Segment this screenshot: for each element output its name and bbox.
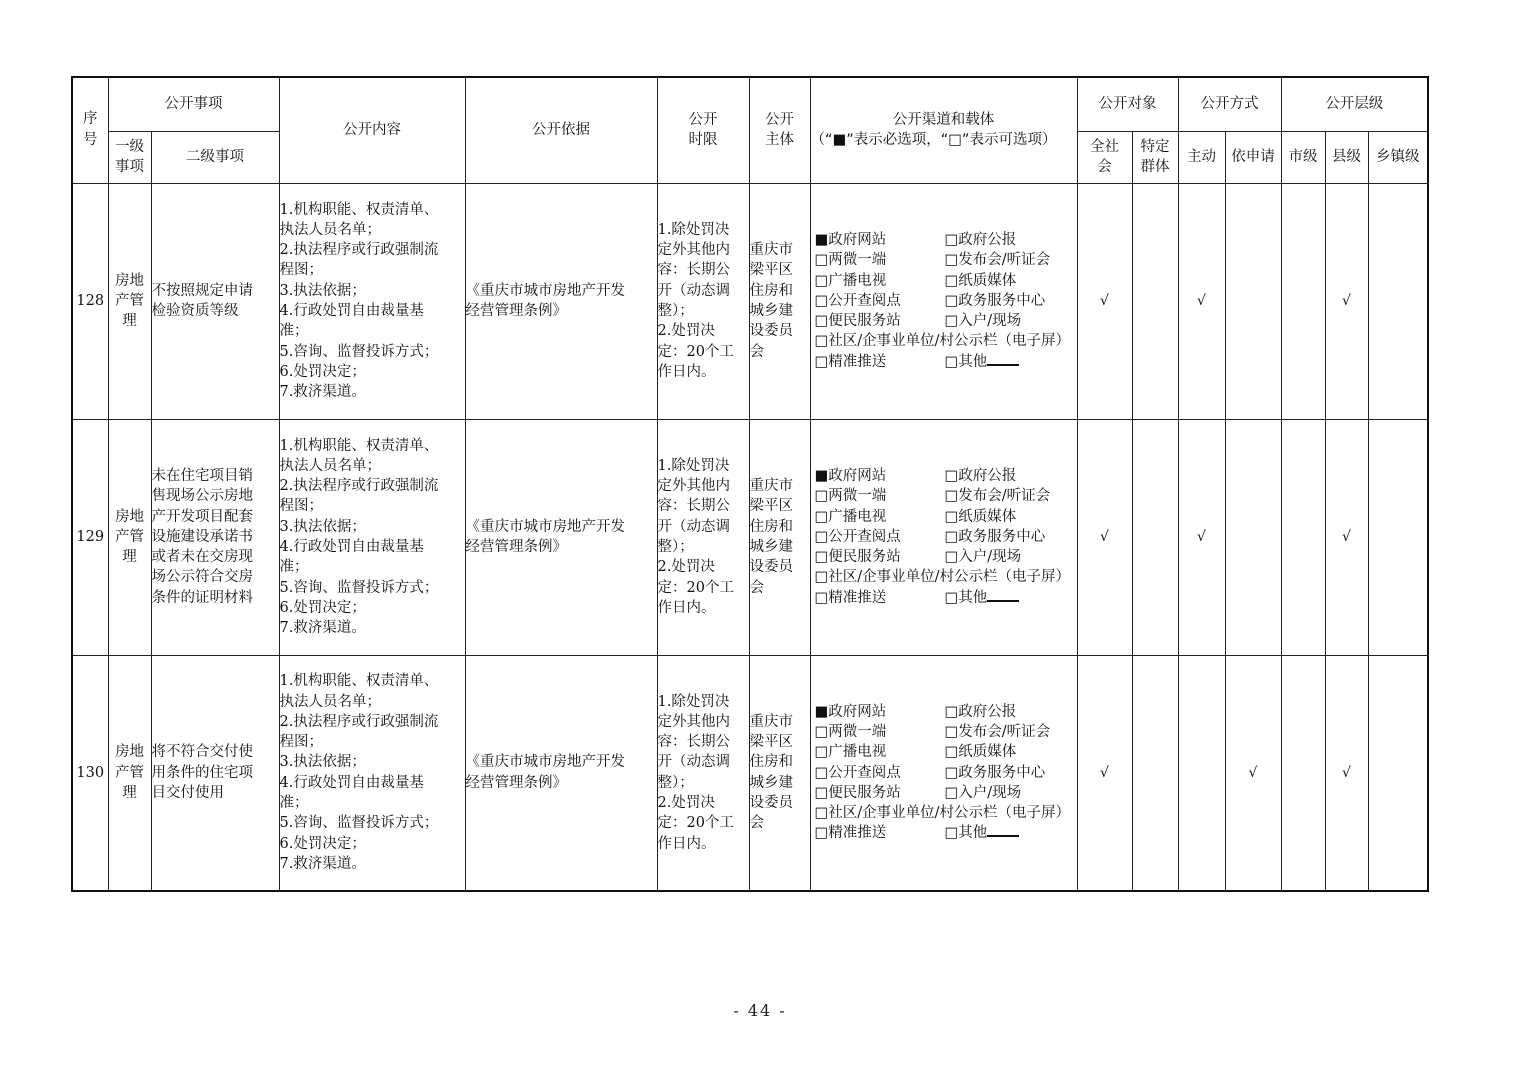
row-content-line: 准； <box>279 559 309 576</box>
row-time-limit-line: 1.除处罚决 <box>657 457 730 474</box>
channel-list <box>811 230 1077 372</box>
row-content-line: 程图； <box>279 262 323 279</box>
row-subject <box>749 419 810 655</box>
row-content-line: 5.咨询、监督投诉方式； <box>279 579 439 596</box>
row-level2 <box>151 419 279 655</box>
table-row <box>72 419 1428 655</box>
check-mark: √ <box>1342 528 1351 545</box>
row-time-limit-line: 作日内。 <box>657 599 716 616</box>
row-basis-line: 经营管理条例》 <box>465 774 567 791</box>
row-time-limit-line: 容：长期公 <box>657 734 730 751</box>
channel-option: □便民服务站 <box>814 313 901 330</box>
channel-row <box>815 823 1077 843</box>
row-level1 <box>108 183 151 419</box>
row-time-limit-line: 容：长期公 <box>657 498 730 515</box>
row-level1-line: 理 <box>122 784 137 801</box>
blank-underline <box>987 352 1019 366</box>
row-content-line: 1.机构职能、权责清单、 <box>279 201 439 218</box>
channel-option: □精准推送 <box>814 825 887 842</box>
channel-row <box>815 783 1077 803</box>
row-time-limit-line: 开（动态调 <box>657 754 730 771</box>
cell-level-town <box>1368 183 1428 419</box>
row-subject-line: 设委员 <box>749 559 793 576</box>
row-channels <box>810 183 1077 419</box>
cell-level-city <box>1281 183 1325 419</box>
row-time-limit-line: 作日内。 <box>657 835 716 852</box>
check-mark: √ <box>1248 764 1258 781</box>
row-time-limit <box>657 183 749 419</box>
table-row <box>72 183 1428 419</box>
row-content <box>279 655 465 891</box>
row-content-line: 5.咨询、监督投诉方式； <box>279 815 439 832</box>
channel-option: □精准推送 <box>814 589 887 606</box>
header-level-county: 县级 <box>1325 131 1368 183</box>
channel-option: □两微一端 <box>814 252 887 269</box>
row-content-line: 6.处罚决定； <box>279 363 366 380</box>
header-time-limit: 公开时限 <box>657 77 749 183</box>
row-basis <box>465 183 657 419</box>
row-content-line: 7.救济渠道。 <box>279 855 366 872</box>
row-content-line: 3.执法依据； <box>279 754 366 771</box>
channel-option: □政务服务中心 <box>944 764 1046 781</box>
channel-row <box>815 230 1077 250</box>
row-subject-line: 重庆市 <box>749 478 793 495</box>
row-basis-line: 《重庆市城市房地产开发 <box>465 518 625 535</box>
channel-option: □社区/企事业单位/村公示栏（电子屏） <box>814 805 1070 822</box>
row-subject-line: 梁平区 <box>749 734 793 751</box>
row-basis-line: 《重庆市城市房地产开发 <box>465 282 625 299</box>
row-subject-line: 城乡建 <box>749 774 793 791</box>
channel-row <box>815 567 1077 587</box>
row-level2-line: 将不符合交付使 <box>151 744 253 761</box>
channel-option: □入户/现场 <box>944 549 1022 566</box>
cell-level-county <box>1325 183 1368 419</box>
row-subject-line: 设委员 <box>749 323 793 340</box>
header-channel-title: 公开渠道和载体 <box>892 112 995 129</box>
row-level2-line: 设施建设承诺书 <box>151 528 253 545</box>
row-content-line: 执法人员名单； <box>279 457 381 474</box>
row-content-line: 1.机构职能、权责清单、 <box>279 437 439 454</box>
row-level2-line: 检验资质等级 <box>151 303 239 319</box>
row-content-line: 准； <box>279 323 309 340</box>
row-content-line: 准； <box>279 795 309 812</box>
channel-row <box>815 250 1077 270</box>
channel-row <box>815 722 1077 742</box>
row-level1-line: 房地 <box>115 744 144 761</box>
row-content-line: 1.机构职能、权责清单、 <box>279 673 439 690</box>
row-channels <box>810 419 1077 655</box>
channel-option: □广播电视 <box>814 744 887 761</box>
check-mark: √ <box>1100 528 1109 545</box>
row-level2-line: 场公示符合交房 <box>151 569 253 586</box>
header-seq: 序号 <box>72 77 108 183</box>
channel-option: □发布会/听证会 <box>944 488 1051 505</box>
row-subject-line: 住房和 <box>749 282 793 299</box>
row-basis-line: 经营管理条例》 <box>465 303 567 319</box>
row-subject-line: 设委员 <box>749 795 793 812</box>
channel-option: □纸质媒体 <box>944 272 1017 289</box>
channel-option: □政务服务中心 <box>944 292 1046 309</box>
channel-option: □发布会/听证会 <box>944 252 1051 269</box>
channel-row <box>815 311 1077 331</box>
row-time-limit-line: 整）； <box>657 303 694 319</box>
row-time-limit-line: 整）； <box>657 539 694 555</box>
blank-underline <box>987 823 1019 837</box>
header-level-town: 乡镇级 <box>1368 131 1428 183</box>
channel-option: □便民服务站 <box>814 784 901 801</box>
row-content-line: 2.执法程序或行政强制流 <box>279 242 439 259</box>
channel-option: □两微一端 <box>814 724 887 740</box>
row-level2-line: 未在住宅项目销 <box>151 467 253 484</box>
row-level1-line: 产管 <box>115 292 144 309</box>
row-content <box>279 183 465 419</box>
row-subject-line: 会 <box>749 815 764 832</box>
channel-row <box>815 331 1077 351</box>
cell-level-town <box>1368 655 1428 891</box>
channel-row <box>815 271 1077 291</box>
channel-option: □政府公报 <box>944 231 1017 248</box>
channel-option: ■政府网站 <box>814 467 887 484</box>
row-time-limit-line: 作日内。 <box>657 363 716 380</box>
row-basis-line: 《重庆市城市房地产开发 <box>465 754 625 771</box>
row-level1-line: 房地 <box>115 508 144 525</box>
row-level2-line: 用条件的住宅项 <box>151 764 253 781</box>
row-seq: 129 <box>72 419 108 655</box>
row-subject <box>749 183 810 419</box>
cell-level-city <box>1281 419 1325 655</box>
channel-option: □政府公报 <box>944 467 1017 484</box>
header-target-all: 全社会 <box>1077 131 1132 183</box>
row-subject-line: 会 <box>749 343 764 360</box>
row-time-limit <box>657 419 749 655</box>
row-content-line: 3.执法依据； <box>279 282 366 299</box>
row-time-limit-line: 开（动态调 <box>657 518 730 535</box>
channel-option: □广播电视 <box>814 272 887 289</box>
row-time-limit-line: 1.除处罚决 <box>657 221 730 238</box>
header-mode: 公开方式 <box>1178 77 1281 131</box>
channel-option: □社区/企事业单位/村公示栏（电子屏） <box>814 333 1070 350</box>
row-level1-line: 理 <box>122 313 137 330</box>
header-level: 公开层级 <box>1281 77 1428 131</box>
header-channel <box>810 77 1077 183</box>
channel-option: □公开查阅点 <box>814 292 901 309</box>
row-subject-line: 重庆市 <box>749 713 793 730</box>
channel-option: □政府公报 <box>944 703 1017 720</box>
row-content-line: 2.执法程序或行政强制流 <box>279 713 439 730</box>
channel-row <box>815 742 1077 762</box>
channel-option: □便民服务站 <box>814 549 901 566</box>
check-mark: √ <box>1342 292 1351 309</box>
cell-level-town <box>1368 419 1428 655</box>
page-number: - 44 - <box>733 1001 787 1020</box>
row-time-limit-line: 整）； <box>657 774 694 791</box>
row-time-limit-line: 定：20个工 <box>657 815 734 832</box>
header-basis: 公开依据 <box>465 77 657 183</box>
row-subject-line: 城乡建 <box>749 539 793 555</box>
row-level2-line: 或者未在交房现 <box>151 549 253 566</box>
row-subject-line: 重庆市 <box>749 242 793 259</box>
header-target-specific: 特定群体 <box>1132 131 1178 183</box>
channel-option: □广播电视 <box>814 508 887 525</box>
header-subject: 公开主体 <box>749 77 810 183</box>
row-level2-line: 条件的证明材料 <box>151 589 253 606</box>
row-level2 <box>151 655 279 891</box>
row-time-limit-line: 定外其他内 <box>657 713 730 730</box>
cell-target-specific <box>1132 655 1178 891</box>
header-item: 公开事项 <box>108 77 279 131</box>
channel-list <box>811 466 1077 608</box>
channel-row <box>815 763 1077 783</box>
row-time-limit-line: 2.处罚决 <box>657 559 715 576</box>
header-level1: 一级事项 <box>108 131 151 183</box>
row-content-line: 6.处罚决定； <box>279 835 366 852</box>
channel-option: □其他 <box>944 825 988 842</box>
row-time-limit <box>657 655 749 891</box>
row-content <box>279 419 465 655</box>
row-level2-line: 产开发项目配套 <box>151 508 253 525</box>
cell-level-county <box>1325 655 1368 891</box>
row-basis <box>465 419 657 655</box>
channel-option: □政务服务中心 <box>944 528 1046 545</box>
row-content-line: 执法人员名单； <box>279 221 381 238</box>
cell-mode-apply <box>1225 183 1281 419</box>
channel-option: ■政府网站 <box>814 703 887 720</box>
channel-row <box>815 352 1077 372</box>
row-seq: 130 <box>72 655 108 891</box>
channel-option: □公开查阅点 <box>814 528 901 545</box>
row-level2-line: 不按照规定申请 <box>151 282 253 299</box>
channel-row <box>815 291 1077 311</box>
row-content-line: 4.行政处罚自由裁量基 <box>279 774 424 791</box>
disclosure-table <box>71 76 1429 892</box>
row-content-line: 7.救济渠道。 <box>279 384 366 401</box>
row-level2 <box>151 183 279 419</box>
channel-option: ■政府网站 <box>814 231 887 248</box>
row-level1 <box>108 655 151 891</box>
row-time-limit-line: 开（动态调 <box>657 282 730 299</box>
cell-mode-active <box>1178 183 1225 419</box>
row-subject-line: 会 <box>749 579 764 596</box>
channel-option: □发布会/听证会 <box>944 724 1051 740</box>
channel-option: □其他 <box>944 353 988 370</box>
row-level1 <box>108 419 151 655</box>
row-time-limit-line: 定外其他内 <box>657 242 730 259</box>
header-level-city: 市级 <box>1281 131 1325 183</box>
row-content-line: 4.行政处罚自由裁量基 <box>279 303 424 319</box>
row-level1-line: 产管 <box>115 764 144 781</box>
row-content-line: 4.行政处罚自由裁量基 <box>279 539 424 555</box>
row-content-line: 2.执法程序或行政强制流 <box>279 478 439 495</box>
row-subject <box>749 655 810 891</box>
row-channels <box>810 655 1077 891</box>
row-time-limit-line: 定外其他内 <box>657 478 730 495</box>
cell-target-all <box>1077 655 1132 891</box>
header-mode-active: 主动 <box>1178 131 1225 183</box>
channel-option: □公开查阅点 <box>814 764 901 781</box>
row-level1-line: 产管 <box>115 528 144 545</box>
channel-row <box>815 588 1077 608</box>
blank-underline <box>987 588 1019 602</box>
cell-mode-active <box>1178 419 1225 655</box>
row-time-limit-line: 定：20个工 <box>657 579 734 596</box>
check-mark: √ <box>1342 764 1351 781</box>
table-row <box>72 655 1428 891</box>
channel-row <box>815 486 1077 506</box>
channel-option: □精准推送 <box>814 353 887 370</box>
channel-option: □两微一端 <box>814 488 887 505</box>
cell-level-city <box>1281 655 1325 891</box>
cell-level-county <box>1325 419 1368 655</box>
channel-option: □纸质媒体 <box>944 508 1017 525</box>
cell-target-all <box>1077 183 1132 419</box>
cell-target-specific <box>1132 419 1178 655</box>
channel-row <box>815 507 1077 527</box>
row-content-line: 程图； <box>279 734 323 751</box>
cell-mode-active <box>1178 655 1225 891</box>
cell-mode-apply <box>1225 655 1281 891</box>
cell-mode-apply <box>1225 419 1281 655</box>
row-level1-line: 房地 <box>115 272 144 289</box>
channel-option: □其他 <box>944 589 988 606</box>
cell-target-specific <box>1132 183 1178 419</box>
channel-row <box>815 547 1077 567</box>
channel-row <box>815 803 1077 823</box>
row-time-limit-line: 1.除处罚决 <box>657 693 730 710</box>
row-content-line: 6.处罚决定； <box>279 599 366 616</box>
row-time-limit-line: 2.处罚决 <box>657 323 715 340</box>
header-channel-note: （“■”表示必选项，“□”表示可选项） <box>810 132 1057 149</box>
header-mode-apply: 依申请 <box>1225 131 1281 183</box>
cell-target-all <box>1077 419 1132 655</box>
row-time-limit-line: 2.处罚决 <box>657 795 715 812</box>
channel-option: □纸质媒体 <box>944 744 1017 761</box>
row-time-limit-line: 定：20个工 <box>657 343 734 360</box>
row-content-line: 执法人员名单； <box>279 693 381 710</box>
channel-row <box>815 527 1077 547</box>
channel-option: □入户/现场 <box>944 313 1022 330</box>
row-content-line: 5.咨询、监督投诉方式； <box>279 343 439 360</box>
row-subject-line: 梁平区 <box>749 498 793 515</box>
row-level2-line: 目交付使用 <box>151 784 224 801</box>
row-basis-line: 经营管理条例》 <box>465 539 567 555</box>
channel-row <box>815 702 1077 722</box>
row-seq: 128 <box>72 183 108 419</box>
check-mark: √ <box>1100 764 1109 781</box>
header-level2: 二级事项 <box>151 131 279 183</box>
row-subject-line: 城乡建 <box>749 303 793 319</box>
row-level1-line: 理 <box>122 549 137 566</box>
header-target: 公开对象 <box>1077 77 1178 131</box>
row-subject-line: 梁平区 <box>749 262 793 279</box>
row-content-line: 7.救济渠道。 <box>279 620 366 637</box>
channel-list <box>811 702 1077 844</box>
channel-row <box>815 466 1077 486</box>
row-subject-line: 住房和 <box>749 518 793 535</box>
row-time-limit-line: 容：长期公 <box>657 262 730 279</box>
row-content-line: 程图； <box>279 498 323 515</box>
check-mark: √ <box>1197 292 1206 309</box>
row-subject-line: 住房和 <box>749 754 793 771</box>
row-basis <box>465 655 657 891</box>
channel-option: □入户/现场 <box>944 784 1022 801</box>
channel-option: □社区/企事业单位/村公示栏（电子屏） <box>814 569 1070 586</box>
header-content: 公开内容 <box>279 77 465 183</box>
check-mark: √ <box>1100 292 1109 309</box>
row-level2-line: 售现场公示房地 <box>151 488 253 505</box>
row-content-line: 3.执法依据； <box>279 518 366 535</box>
check-mark: √ <box>1197 528 1206 545</box>
